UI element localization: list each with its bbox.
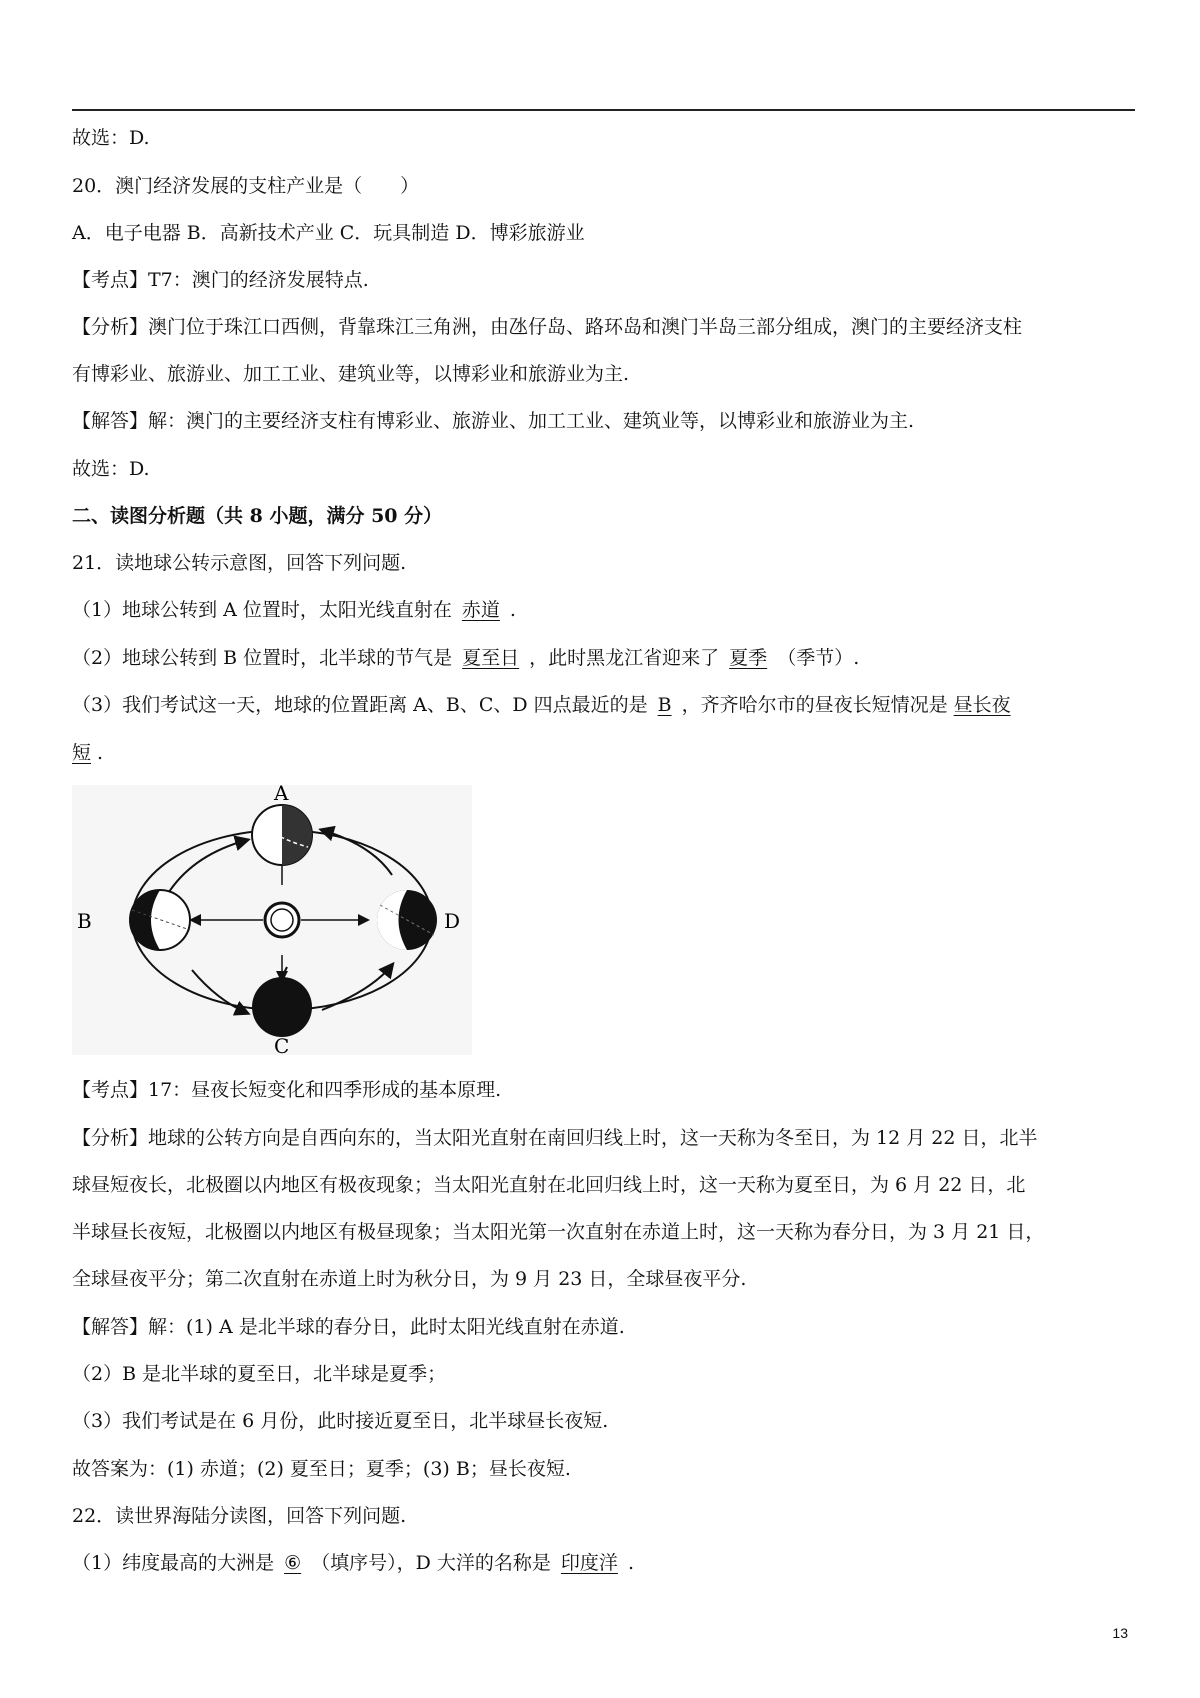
question-22-part-1: （1）纬度最高的大洲是 ⑥ （填序号），D 大洋的名称是 印度洋 .: [72, 1552, 634, 1574]
question-22: 22．读世界海陆分读图，回答下列问题.: [72, 1505, 407, 1527]
question-21-solution: （3）我们考试是在 6 月份，此时接近夏至日，北半球昼长夜短.: [72, 1410, 609, 1432]
question-21-analysis: 【分析】地球的公转方向是自西向东的，当太阳光直射在南回归线上时，这一天称为冬至日，为 12 月 22 日，北半: [72, 1127, 1038, 1149]
question-21-part-1: （1）地球公转到 A 位置时，太阳光线直射在 赤道 .: [72, 599, 516, 621]
answer-blank: 昼长夜: [953, 694, 1011, 716]
page-number: 13: [1112, 1625, 1128, 1641]
label-b: B: [77, 909, 92, 933]
header-rule: [72, 109, 1135, 111]
earth-position-d: [377, 890, 437, 950]
answer-blank: 短: [72, 742, 92, 764]
sun-icon: [265, 903, 299, 937]
question-21-part-3: （3）我们考试这一天，地球的位置距离 A、B、C、D 四点最近的是 B ，齐齐哈尔市的昼夜长短情况是 昼长夜: [72, 692, 1017, 718]
question-21-solution: 【解答】解：(1) A 是北半球的春分日，此时太阳光线直射在赤道.: [72, 1316, 625, 1338]
label-c: C: [274, 1034, 290, 1055]
question-21-keypoint: 【考点】17：昼夜长短变化和四季形成的基本原理.: [72, 1079, 502, 1101]
answer-blank: 印度洋: [560, 1552, 618, 1574]
answer-blank: 夏季: [729, 647, 768, 669]
earth-position-a: [252, 805, 312, 865]
question-20-options: A．电子电器 B．高新技术产业 C．玩具制造 D．博彩旅游业: [72, 222, 585, 244]
earth-position-b: [130, 890, 190, 950]
question-21-analysis: 全球昼夜平分；第二次直射在赤道上时为秋分日，为 9 月 23 日，全球昼夜平分.: [72, 1268, 747, 1290]
question-21-answer: 故答案为：(1) 赤道；(2) 夏至日；夏季；(3) B；昼长夜短.: [72, 1458, 571, 1480]
question-21-analysis: 球昼短夜长，北极圈以内地区有极夜现象；当太阳光直射在北回归线上时，这一天称为夏至日，为 6 月 22 日，北: [72, 1174, 1026, 1196]
question-21-part-3-cont: 短 .: [72, 742, 104, 764]
answer-blank: 赤道: [461, 599, 500, 621]
earth-revolution-diagram: [72, 785, 472, 1055]
label-d: D: [444, 909, 461, 933]
answer-blank: B: [657, 694, 672, 716]
question-20-analysis: 【分析】澳门位于珠江口西侧，背靠珠江三角洲，由氹仔岛、路环岛和澳门半岛三部分组成，澳门的主要经济支柱: [72, 316, 1023, 338]
question-21-part-2: （2）地球公转到 B 位置时，北半球的节气是 夏至日 ，此时黑龙江省迎来了 夏季 （季节）.: [72, 647, 860, 669]
question-20-answer: 故选：D.: [72, 458, 150, 480]
question-21-analysis: 半球昼长夜短，北极圈以内地区有极昼现象；当太阳光第一次直射在赤道上时，这一天称为春分日，为 3 月 21 日，: [72, 1221, 1045, 1243]
section-heading: 二、读图分析题（共 8 小题，满分 50 分）: [72, 505, 443, 527]
question-20-analysis: 有博彩业、旅游业、加工工业、建筑业等，以博彩业和旅游业为主.: [72, 363, 630, 385]
question-20-solution: 【解答】解：澳门的主要经济支柱有博彩业、旅游业、加工工业、建筑业等，以博彩业和旅游业为主.: [72, 410, 915, 432]
label-a: A: [274, 785, 289, 805]
answer-blank: 夏至日: [462, 647, 520, 669]
question-21: 21．读地球公转示意图，回答下列问题.: [72, 552, 407, 574]
question-21-solution: （2）B 是北半球的夏至日，北半球是夏季；: [72, 1363, 447, 1385]
answer-blank: ⑥: [284, 1552, 302, 1574]
question-20: 20．澳门经济发展的支柱产业是（ ）: [72, 175, 420, 197]
question-20-keypoint: 【考点】T7：澳门的经济发展特点.: [72, 269, 369, 291]
text-line: 故选：D.: [72, 127, 150, 149]
